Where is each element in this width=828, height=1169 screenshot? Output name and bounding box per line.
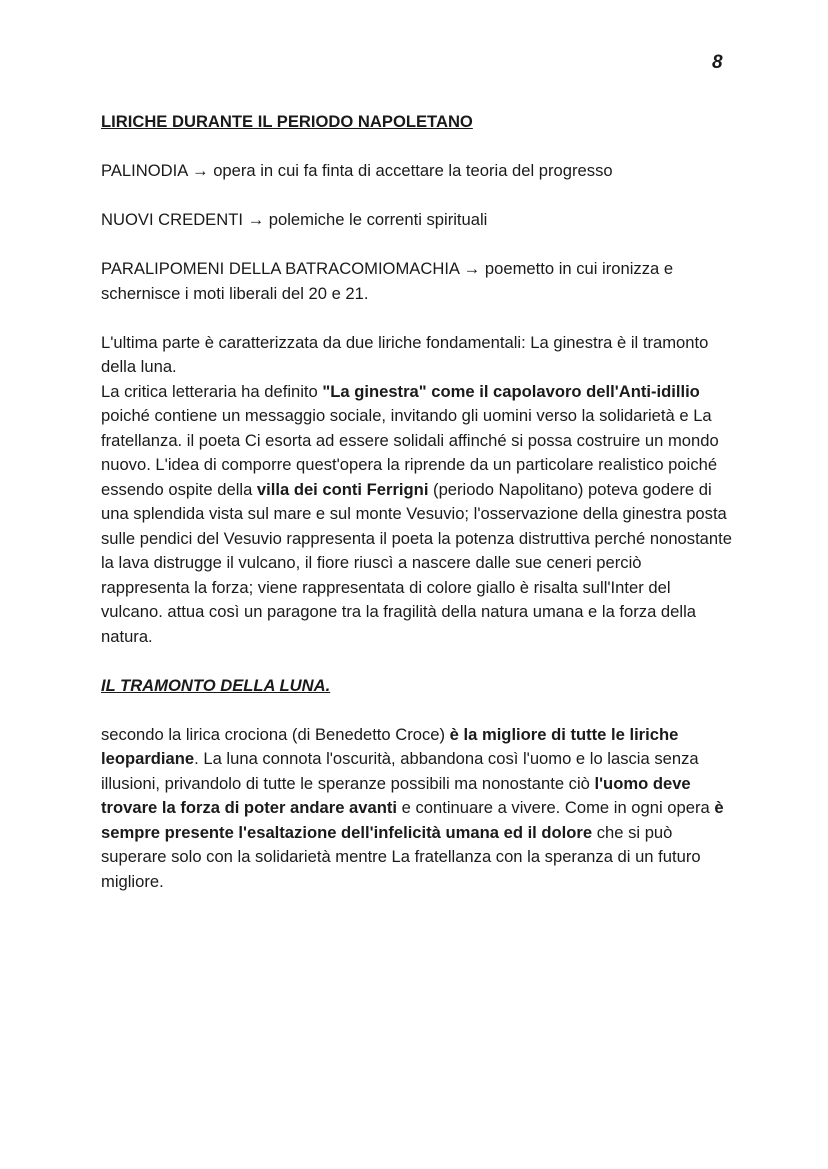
tramonto-bold-1: è la migliore di tutte le liriche leopardiane [101, 724, 679, 768]
section-heading-periodo-napoletano: LIRICHE DURANTE IL PERIODO NAPOLETANO [101, 112, 473, 131]
tramonto-bold-2: l'uomo deve trovare la forza di poter andare avanti [101, 773, 691, 817]
document-body [101, 110, 733, 894]
palinodia-paragraph: PALINODIA → opera in cui fa finta di accettare la teoria del progresso [101, 161, 613, 180]
ginestra-text-1: La critica letteraria ha definito [101, 381, 323, 401]
ginestra-text-2: poiché contiene un messaggio sociale, invitando gli uomini verso la solidarietà e La fratellanza. il poeta Ci esorta ad essere solidali affinché si possa costruire un mondo nuovo. L'idea di comporre quest'opera la riprende da un particolare realistico poiché essendo ospite della [101, 406, 719, 499]
tramonto-text-2: . La luna connota l'oscurità, abbandona così l'uomo e lo lascia senza illusioni, privandolo di tutte le speranze possibili ma nonostante ciò [101, 749, 699, 793]
intro-paragraph: L'ultima parte è caratterizzata da due liriche fondamentali: La ginestra è il tramonto della luna. [101, 332, 709, 376]
ginestra-text-3: (periodo Napolitano) poteva godere di una splendida vista sul mare e sul monte Vesuvio; l'osservazione della ginestra posta sulle pendici del Vesuvio rappresenta il poeta la potenza distruttiva perché nonostante la lava distrugge il vulcano, il fiore riuscì a nascere dalle sue ceneri perciò rappresenta la forza; viene rappresentata di colore giallo è risalta sull'Inter del vulcano. attua così un paragone tra la fragilità della natura umana e la forza della natura. [101, 479, 732, 646]
tramonto-text-1: secondo la lirica crociona (di Benedetto Croce) [101, 724, 450, 744]
ginestra-bold-1: "La ginestra" come il capolavoro dell'Anti-idillio [322, 381, 700, 401]
ginestra-paragraph [101, 380, 733, 650]
tramonto-bold-3: è sempre presente l'esaltazione dell'infelicità umana ed il dolore [101, 798, 724, 842]
page-number: 8 [712, 52, 723, 73]
tramonto-text-4: che si può superare solo con la solidarietà mentre La fratellanza con la speranza di un futuro migliore. [101, 822, 701, 891]
paralipomeni-paragraph: PARALIPOMENI DELLA BATRACOMIOMACHIA → poemetto in cui ironizza e schernisce i moti liberali del 20 e 21. [101, 259, 674, 303]
tramonto-text-3: e continuare a vivere. Come in ogni opera [397, 798, 715, 817]
tramonto-paragraph [101, 723, 733, 895]
section-heading-tramonto-luna: IL TRAMONTO DELLA LUNA. [101, 675, 331, 695]
ginestra-bold-2: villa dei conti Ferrigni [256, 479, 429, 499]
nuovi-credenti-paragraph: NUOVI CREDENTI → polemiche le correnti spirituali [101, 210, 488, 229]
